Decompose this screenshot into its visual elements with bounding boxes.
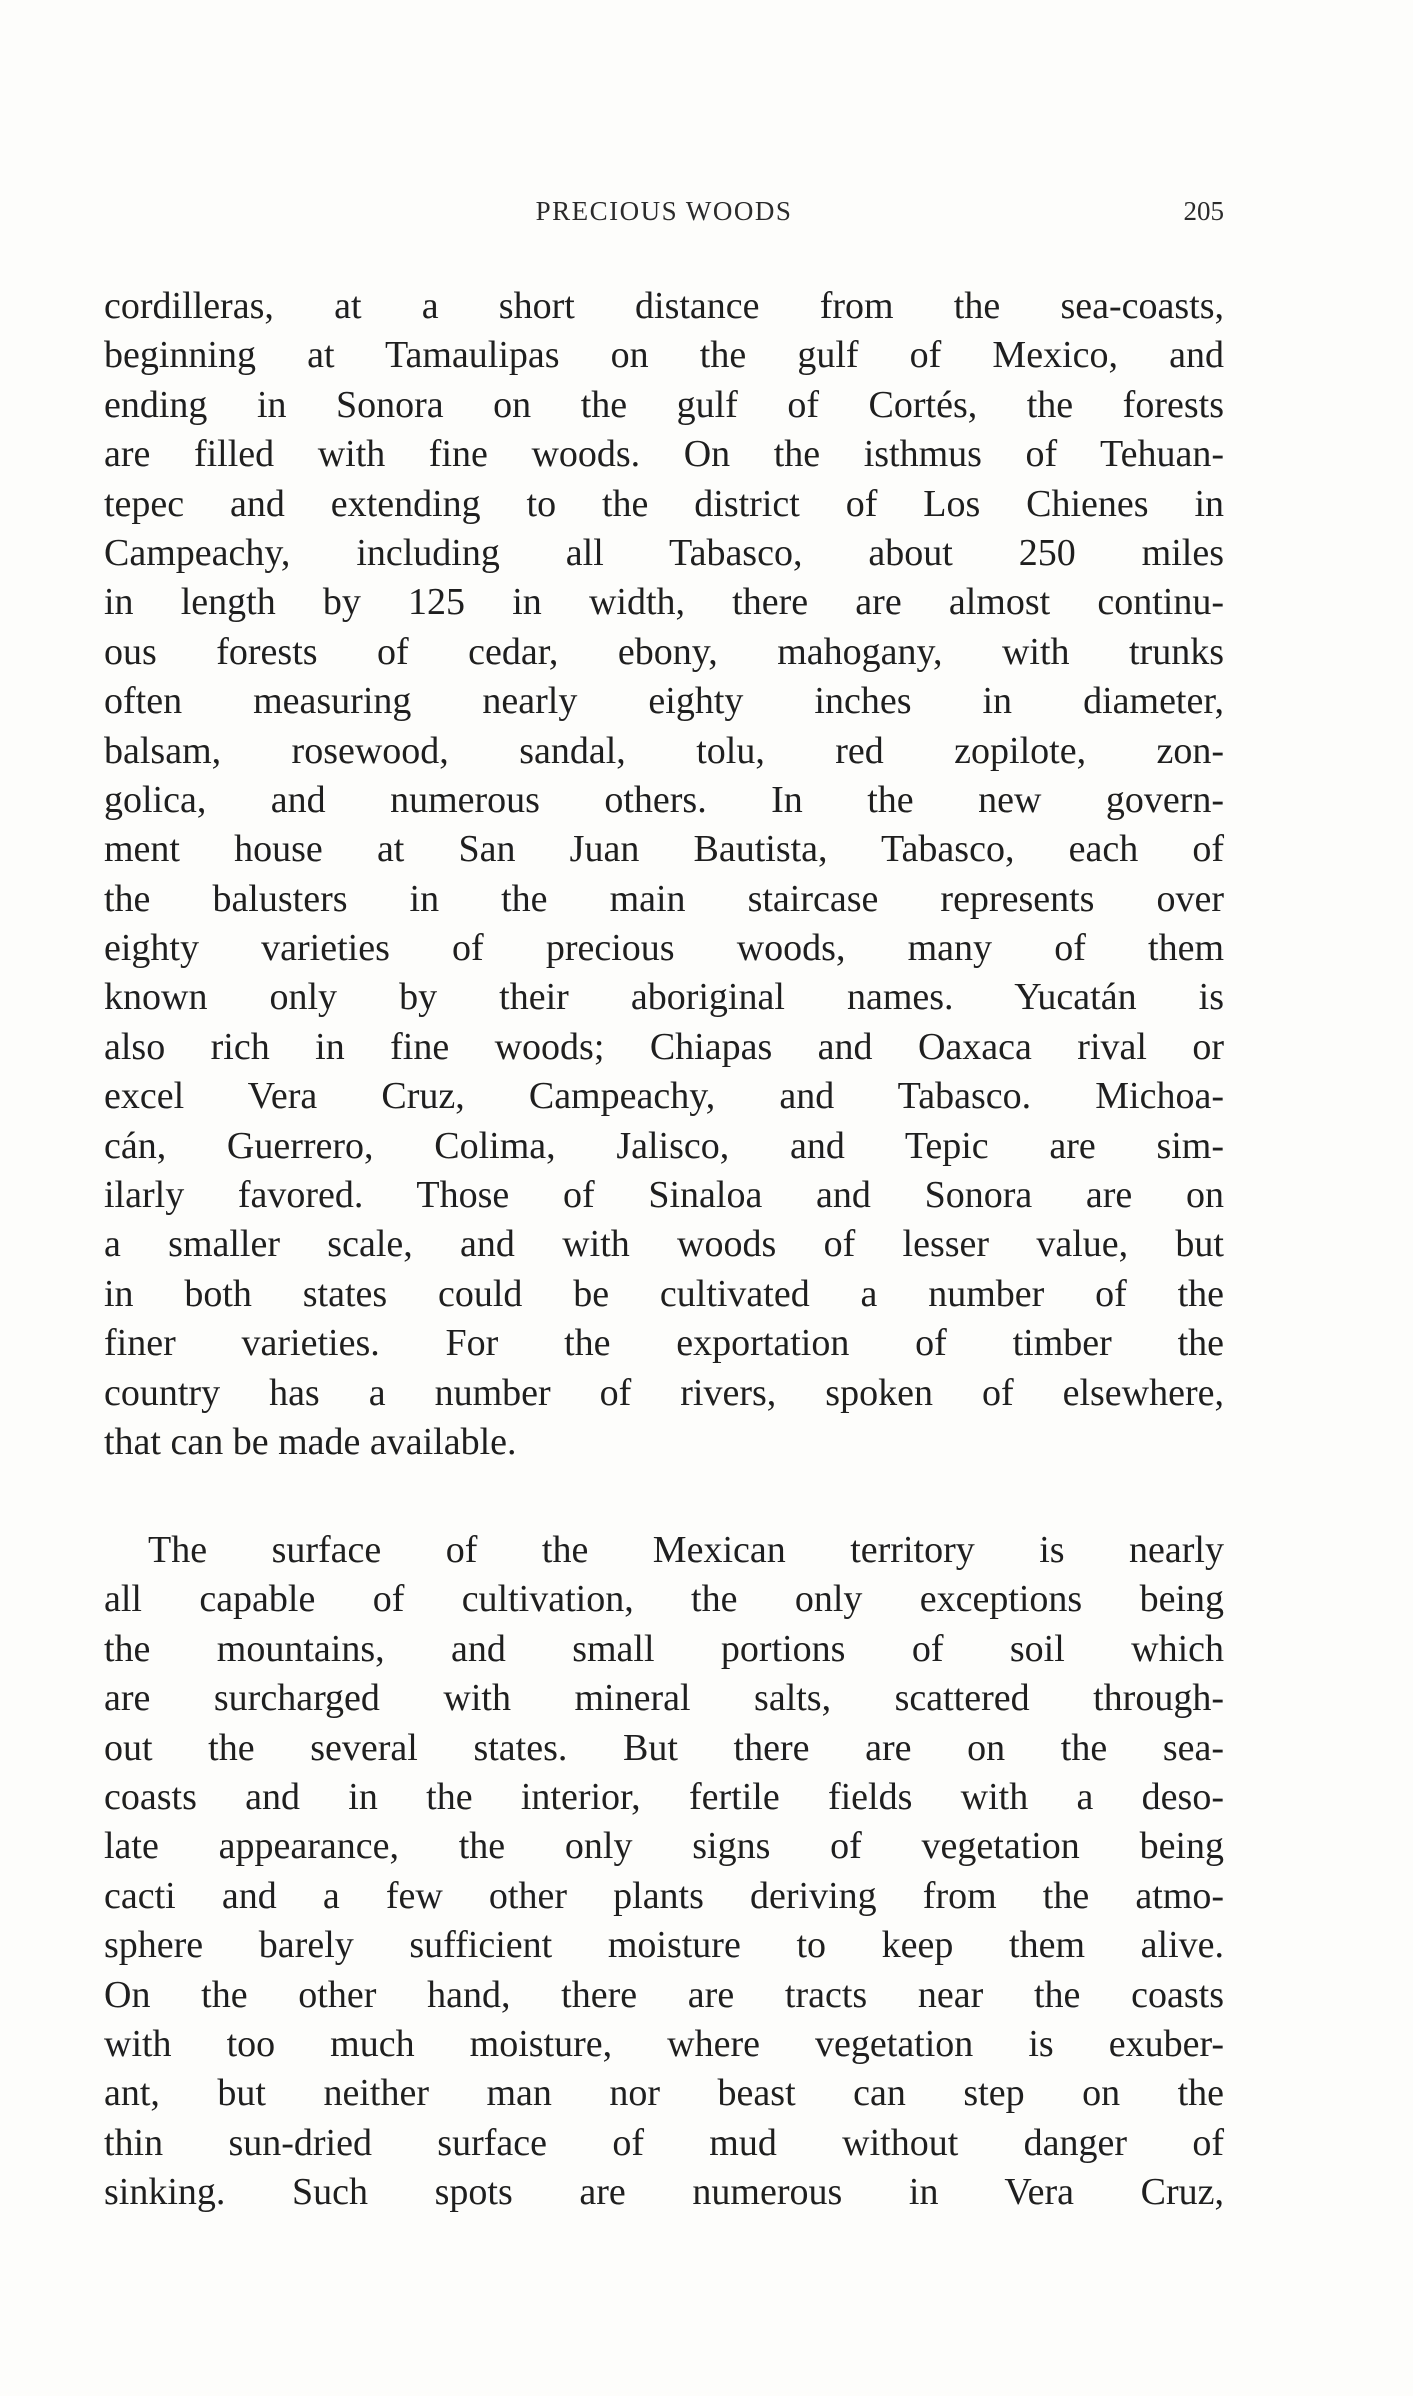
text-line: balsam, rosewood, sandal, tolu, red zopilote, zon- [104,729,1224,772]
text-line: all capable of cultivation, the only exceptions being [104,1578,1224,1621]
text-line: eighty varieties of precious woods, many of them [104,927,1224,970]
text-line: often measuring nearly eighty inches in diameter, [104,680,1224,723]
paragraph-1 [104,282,1224,1467]
text-line: a smaller scale, and with woods of lesser value, but [104,1223,1224,1266]
text-line: known only by their aboriginal names. Yucatán is [104,976,1224,1019]
text-line: cordilleras, at a short distance from the sea-coasts, [104,285,1224,327]
text-line: ous forests of cedar, ebony, mahogany, with trunks [104,630,1224,673]
text-line: golica, and numerous others. In the new govern- [104,778,1224,821]
page-number: 205 [1183,196,1224,226]
text-line: with too much moisture, where vegetation is exuber- [104,2022,1224,2065]
text-line: coasts and in the interior, fertile fields with a deso- [104,1775,1224,1818]
text-line: finer varieties. For the exportation of timber the [104,1322,1224,1365]
text-line: in both states could be cultivated a number of the [104,1272,1224,1315]
text-line: out the several states. But there are on the sea- [104,1726,1224,1769]
text-line: cacti and a few other plants deriving from the atmo- [104,1874,1224,1917]
text-line: are filled with fine woods. On the isthmus of Tehuan- [104,433,1224,476]
text-line: tepec and extending to the district of Los Chienes in [104,482,1224,525]
text-line: excel Vera Cruz, Campeachy, and Tabasco. Michoa- [104,1075,1224,1118]
text-line: the mountains, and small portions of soil which [104,1627,1224,1670]
text-line: country has a number of rivers, spoken of elsewhere, [104,1371,1224,1414]
text-line: in length by 125 in width, there are almost continu- [104,581,1224,624]
text-line: ment house at San Juan Bautista, Tabasco, each of [104,828,1224,871]
text-line: sphere barely sufficient moisture to keep them alive. [104,1924,1224,1967]
text-line: are surcharged with mineral salts, scattered through- [104,1677,1224,1720]
text-line: the balusters in the main staircase represents over [104,877,1224,920]
text-line: The surface of the Mexican territory is nearly [148,1529,1224,1571]
text-line: sinking. Such spots are numerous in Vera Cruz, [104,2171,1224,2214]
running-title: PRECIOUS WOODS [535,196,793,226]
text-line: Campeachy, including all Tabasco, about 250 miles [104,531,1224,574]
text-line: thin sun-dried surface of mud without danger of [104,2121,1224,2164]
text-line: cán, Guerrero, Colima, Jalisco, and Tepic are sim- [104,1124,1224,1167]
text-line: beginning at Tamaulipas on the gulf of Mexico, and [104,334,1224,377]
text-line: that can be made available. [104,1420,517,1463]
text-line: On the other hand, there are tracts near the coasts [104,1973,1224,2016]
text-line: late appearance, the only signs of vegetation being [104,1825,1224,1868]
paragraph-2 [104,1526,1224,2217]
text-line: ending in Sonora on the gulf of Cortés, the forests [104,383,1224,426]
text-line: also rich in fine woods; Chiapas and Oaxaca rival or [104,1025,1224,1068]
text-line: ilarly favored. Those of Sinaloa and Sonora are on [104,1174,1224,1217]
text-line: ant, but neither man nor beast can step on the [104,2072,1224,2115]
running-head [104,196,1224,240]
